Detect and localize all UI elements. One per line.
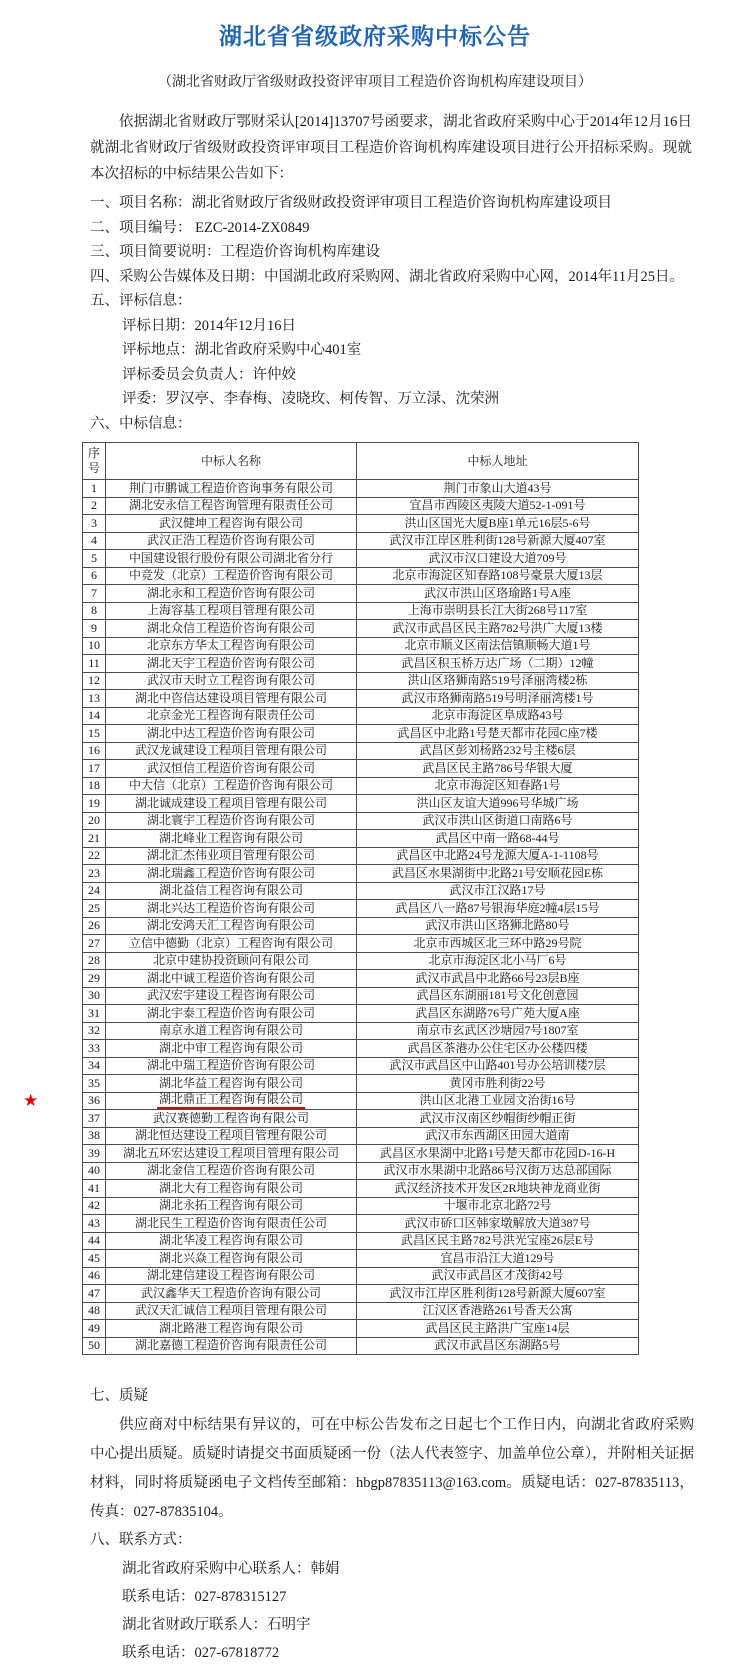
winner-address-cell: 武昌区茶港办公住宅区办公楼四楼 xyxy=(357,1040,639,1058)
winner-name-cell: 湖北安鸿天汇工程咨询有限公司 xyxy=(106,917,357,935)
list-item: 湖北省政府采购中心联系人：韩娟 xyxy=(122,1561,340,1577)
table-row xyxy=(83,760,639,778)
row-number-cell: 41 xyxy=(83,1180,106,1198)
winner-address-cell: 江汉区香港路261号香天公寓 xyxy=(357,1302,639,1320)
winner-address-cell: 武汉市洪山区珞瑜路1号A座 xyxy=(357,585,639,603)
winner-address-cell: 武昌区民主路782号洪光宝座26层E号 xyxy=(357,1232,639,1250)
winner-name-cell: 武汉赛德勤工程咨询有限公司 xyxy=(106,1110,357,1128)
winner-name-cell: 中国建设银行股份有限公司湖北省分行 xyxy=(106,550,357,568)
winner-address-cell: 武汉市武昌中北路66号23层B座 xyxy=(357,970,639,988)
table-row xyxy=(83,900,639,918)
row-number-cell: 17 xyxy=(83,760,106,778)
row-number-cell: 18 xyxy=(83,777,106,795)
header-seq-no: 序号 xyxy=(83,443,106,480)
winner-address-cell: 武汉市武昌区才茂街42号 xyxy=(357,1267,639,1285)
row-number-cell: 29 xyxy=(83,970,106,988)
winner-address-cell: 洪山区国光大厦B座1单元16层5-6号 xyxy=(357,515,639,533)
row-number-cell: 7 xyxy=(83,585,106,603)
row-number-cell: 1 xyxy=(83,480,106,498)
winner-address-cell: 南京市玄武区沙塘园7号1807室 xyxy=(357,1022,639,1040)
winner-name-cell: 湖北诚成建设工程项目管理有限公司 xyxy=(106,795,357,813)
row-number-cell: 11 xyxy=(83,655,106,673)
row-number-cell: 47 xyxy=(83,1285,106,1303)
row-number-cell: 50 xyxy=(83,1337,106,1355)
winner-name-cell: 湖北峰业工程咨询有限公司 xyxy=(106,830,357,848)
table-row xyxy=(83,1337,639,1355)
row-number-cell: 32 xyxy=(83,1022,106,1040)
row-number-cell: 4 xyxy=(83,532,106,550)
winner-address-cell: 武昌区积玉桥万达广场（二期）12幢 xyxy=(357,655,639,673)
row-number-cell: 12 xyxy=(83,672,106,690)
row-number-cell: 9 xyxy=(83,620,106,638)
numbered-item-list xyxy=(90,191,692,314)
winner-address-cell: 北京市海淀区知春路1号 xyxy=(357,777,639,795)
winner-address-cell: 武汉市洪山区街道口南路6号 xyxy=(357,812,639,830)
winner-address-cell: 武昌区民主路786号华银大厦 xyxy=(357,760,639,778)
winner-name-cell: 武汉健坤工程咨询有限公司 xyxy=(106,515,357,533)
winner-address-cell: 武汉市汉南区纱帽街纱帽正街 xyxy=(357,1110,639,1128)
winner-name-cell: 湖北路港工程咨询有限公司 xyxy=(106,1320,357,1338)
table-row xyxy=(83,847,639,865)
winner-address-cell: 黄冈市胜利街22号 xyxy=(357,1075,639,1093)
page-subtitle: （湖北省财政厅省级财政投资评审项目工程造价咨询机构库建设项目） xyxy=(158,75,592,90)
table-row xyxy=(83,602,639,620)
list-item: 评标委员会负责人：许仲姣 xyxy=(122,366,296,383)
winner-name-cell: 武汉恒信工程造价咨询有限公司 xyxy=(106,760,357,778)
table-row xyxy=(83,1127,639,1145)
winners-table xyxy=(23,442,639,1355)
row-number-cell: 31 xyxy=(83,1005,106,1023)
winner-address-cell: 武汉经济技术开发区2R地块神龙商业街 xyxy=(357,1180,639,1198)
row-number-cell: 45 xyxy=(83,1250,106,1268)
row-number-cell: 37 xyxy=(83,1110,106,1128)
row-number-cell: 6 xyxy=(83,567,106,585)
winners-table-wrap xyxy=(23,442,750,1355)
row-number-cell: 43 xyxy=(83,1215,106,1233)
table-row xyxy=(83,1302,639,1320)
table-row xyxy=(83,1022,639,1040)
winner-address-cell: 武汉市江岸区胜利街128号新源大厦607室 xyxy=(357,1285,639,1303)
row-number-cell: 19 xyxy=(83,795,106,813)
list-item: 联系电话：027-878315127 xyxy=(122,1589,287,1605)
page-title: 湖北省省级政府采购中标公告 xyxy=(219,24,531,49)
table-row xyxy=(83,970,639,988)
row-number-cell: 25 xyxy=(83,900,106,918)
winner-name-cell: 北京东方华太工程咨询有限公司 xyxy=(106,637,357,655)
table-row xyxy=(83,567,639,585)
winner-address-cell: 十堰市北京北路72号 xyxy=(357,1197,639,1215)
row-number-cell: 49 xyxy=(83,1320,106,1338)
table-row xyxy=(83,812,639,830)
winner-address-cell: 武汉市江汉路17号 xyxy=(357,882,639,900)
announcement-page xyxy=(0,18,750,1661)
row-number-cell: 35 xyxy=(83,1075,106,1093)
row-number-cell: 16 xyxy=(83,742,106,760)
winner-name-cell: 上海容基工程项目管理有限公司 xyxy=(106,602,357,620)
table-row xyxy=(83,882,639,900)
table-row xyxy=(83,1005,639,1023)
table-row xyxy=(83,637,639,655)
table-row xyxy=(83,742,639,760)
table-header-row xyxy=(83,443,639,480)
table-row xyxy=(83,707,639,725)
table-row xyxy=(83,935,639,953)
table-row xyxy=(83,1075,639,1093)
row-number-cell: 2 xyxy=(83,497,106,515)
table-row xyxy=(83,497,639,515)
winner-name-cell: 湖北中瑞工程造价咨询有限公司 xyxy=(106,1057,357,1075)
winner-name-cell: 武汉宏宇建设工程咨询有限公司 xyxy=(106,987,357,1005)
table-row xyxy=(83,1215,639,1233)
winner-address-cell: 武汉市汉口建设大道709号 xyxy=(357,550,639,568)
table-row xyxy=(83,1092,639,1110)
winner-name-cell: 湖北中达工程造价咨询有限公司 xyxy=(106,725,357,743)
row-number-cell: 42 xyxy=(83,1197,106,1215)
table-row xyxy=(83,550,639,568)
winner-address-cell: 武昌区中北路1号楚天都市花园C座7楼 xyxy=(357,725,639,743)
table-row xyxy=(83,480,639,498)
winner-name-cell: 湖北汇杰伟业项目管理有限公司 xyxy=(106,847,357,865)
header-winner-name: 中标人名称 xyxy=(106,443,357,480)
winner-name-cell: 武汉正浩工程造价咨询有限公司 xyxy=(106,532,357,550)
winner-name-cell: 湖北天宇工程造价咨询有限公司 xyxy=(106,655,357,673)
row-number-cell: 15 xyxy=(83,725,106,743)
table-row xyxy=(83,515,639,533)
winner-name-cell: 湖北中审工程咨询有限公司 xyxy=(106,1040,357,1058)
winner-address-cell: 武汉市武昌区东湖路5号 xyxy=(357,1337,639,1355)
winner-name-cell: 湖北民生工程造价咨询有限责任公司 xyxy=(106,1215,357,1233)
winner-name-cell: 武汉龙诚建设工程项目管理有限公司 xyxy=(106,742,357,760)
table-row xyxy=(83,795,639,813)
table-row xyxy=(83,1145,639,1163)
table-row xyxy=(83,1250,639,1268)
winner-name-cell: 湖北兴达工程造价咨询有限公司 xyxy=(106,900,357,918)
query-heading: 七、质疑 xyxy=(90,1388,148,1404)
table-row xyxy=(83,1285,639,1303)
row-number-cell: 23 xyxy=(83,865,106,883)
winner-address-cell: 洪山区珞狮南路519号泽丽湾楼2栋 xyxy=(357,672,639,690)
row-number-cell: 5 xyxy=(83,550,106,568)
winner-address-cell: 北京市海淀区北小马厂6号 xyxy=(357,952,639,970)
row-number-cell: 3 xyxy=(83,515,106,533)
winner-name-cell: 湖北永和工程造价咨询有限公司 xyxy=(106,585,357,603)
winner-address-cell: 武昌区水果湖街中北路21号安顺花园E栋 xyxy=(357,865,639,883)
winner-name-cell: 湖北金信工程造价咨询有限公司 xyxy=(106,1162,357,1180)
list-item: 评委：罗汉亭、李春梅、凌晓玫、柯传智、万立渌、沈荣洲 xyxy=(122,391,499,407)
winner-address-cell: 武昌区民主路洪广宝座14层 xyxy=(357,1320,639,1338)
winner-address-cell: 武汉市武昌区中山路401号办公培训楼7层 xyxy=(357,1057,639,1075)
table-row xyxy=(83,1267,639,1285)
winner-address-cell: 宜昌市西陵区夷陵大道52-1-091号 xyxy=(357,497,639,515)
row-number-cell: 34 xyxy=(83,1057,106,1075)
row-number-cell: 13 xyxy=(83,690,106,708)
winner-name-cell: 湖北众信工程造价咨询有限公司 xyxy=(106,620,357,638)
winner-address-cell: 武昌区彭刘杨路232号主楼6层 xyxy=(357,742,639,760)
table-row xyxy=(83,952,639,970)
winner-address-cell: 洪山区北港工业园文治街16号 xyxy=(357,1092,639,1110)
winner-name-cell: 湖北五环宏达建设工程项目管理有限公司 xyxy=(106,1145,357,1163)
table-row xyxy=(83,1180,639,1198)
winner-address-cell: 北京市顺义区南法信镇顺畅大道1号 xyxy=(357,637,639,655)
list-item: 评标地点：湖北省政府采购中心401室 xyxy=(122,342,362,358)
list-item: 湖北省财政厅联系人：石明宇 xyxy=(122,1617,311,1633)
row-number-cell: 38 xyxy=(83,1127,106,1145)
winner-address-cell: 武昌区东湖丽181号文化创意园 xyxy=(357,987,639,1005)
table-row xyxy=(83,987,639,1005)
list-item: 二、项目编号： EZC-2014-ZX0849 xyxy=(90,219,310,236)
winner-address-cell: 荆门市象山大道43号 xyxy=(357,480,639,498)
red-star-icon: ★ xyxy=(23,1090,39,1110)
header-winner-address: 中标人地址 xyxy=(357,443,639,480)
evaluation-detail-list xyxy=(122,314,692,412)
table-row xyxy=(83,830,639,848)
table-row xyxy=(83,1197,639,1215)
winner-name-cell: 湖北大有工程咨询有限公司 xyxy=(106,1180,357,1198)
winner-name-cell: 湖北益信工程咨询有限公司 xyxy=(106,882,357,900)
row-number-cell: 27 xyxy=(83,935,106,953)
table-row xyxy=(83,620,639,638)
winner-address-cell: 武昌区东湖路76号广苑大厦A座 xyxy=(357,1005,639,1023)
query-paragraph: 供应商对中标结果有异议的，可在中标公告发布之日起七个工作日内，向湖北省政府采购中心提出质疑。质疑时请提交书面质疑函一份（法人代表签字、加盖单位公章），并附相关证据材料，同时将质疑函电子文档传至邮箱：hbgp87835113@163.com。质疑电话：027-87835113，传真：027-87835104。 xyxy=(90,1417,694,1520)
row-number-cell: 30 xyxy=(83,987,106,1005)
winner-address-cell: 武昌区水果湖中北路1号楚天都市花园D-16-H xyxy=(357,1145,639,1163)
winner-name-cell: 中竞发（北京）工程造价咨询有限公司 xyxy=(106,567,357,585)
row-number-cell: 44 xyxy=(83,1232,106,1250)
winner-name-cell: 湖北安永信工程咨询管理有限责任公司 xyxy=(106,497,357,515)
row-number-cell: 39 xyxy=(83,1145,106,1163)
row-number-cell: 24 xyxy=(83,882,106,900)
row-number-cell: 21 xyxy=(83,830,106,848)
row-number-cell: 10 xyxy=(83,637,106,655)
table-row xyxy=(83,1110,639,1128)
winner-name-cell: 北京金光工程咨询有限责任公司 xyxy=(106,707,357,725)
winner-name-cell: 湖北兴焱工程咨询有限公司 xyxy=(106,1250,357,1268)
winner-name-cell: 湖北建信建设工程咨询有限公司 xyxy=(106,1267,357,1285)
winner-name-cell: 湖北瑞鑫工程造价咨询有限公司 xyxy=(106,865,357,883)
list-item: 四、采购公告媒体及日期：中国湖北政府采购网、湖北省政府采购中心网，2014年11月25日。 xyxy=(90,268,684,285)
row-number-cell: ★ 36 xyxy=(83,1092,106,1110)
table-row xyxy=(83,690,639,708)
contact-list xyxy=(122,1555,692,1667)
row-number-cell: 48 xyxy=(83,1302,106,1320)
winner-name-cell: 湖北宇泰工程造价咨询有限公司 xyxy=(106,1005,357,1023)
highlighted-winner-name: 湖北鼎正工程咨询有限公司 xyxy=(157,1093,305,1109)
table-row xyxy=(83,1320,639,1338)
table-row xyxy=(83,1232,639,1250)
winner-name-cell: 立信中德勤（北京）工程咨询有限公司 xyxy=(106,935,357,953)
winner-name-cell xyxy=(106,1092,357,1110)
item-six-winner-info: 六、中标信息： xyxy=(90,415,192,432)
row-number-cell: 22 xyxy=(83,847,106,865)
row-number-cell: 40 xyxy=(83,1162,106,1180)
list-item: 评标日期：2014年12月16日 xyxy=(122,317,296,334)
winner-name-cell: 湖北永拓工程咨询有限公司 xyxy=(106,1197,357,1215)
row-number-cell: 46 xyxy=(83,1267,106,1285)
winner-address-cell: 武汉市东西湖区田园大道南 xyxy=(357,1127,639,1145)
table-row xyxy=(83,725,639,743)
row-number-cell: 33 xyxy=(83,1040,106,1058)
winner-address-cell: 武汉市珞狮南路519号明泽丽湾楼1号 xyxy=(357,690,639,708)
table-row xyxy=(83,585,639,603)
list-item: 一、项目名称：湖北省财政厅省级财政投资评审项目工程造价咨询机构库建设项目 xyxy=(90,195,612,211)
winner-address-cell: 武汉市水果湖中北路86号汉街万达总部国际 xyxy=(357,1162,639,1180)
winner-name-cell: 荆门市鹏诚工程造价咨询事务有限公司 xyxy=(106,480,357,498)
winner-name-cell: 北京中建协投资顾问有限公司 xyxy=(106,952,357,970)
winner-name-cell: 湖北华益工程咨询有限公司 xyxy=(106,1075,357,1093)
row-number-cell: 8 xyxy=(83,602,106,620)
winner-name-cell: 湖北中咨信达建设项目管理有限公司 xyxy=(106,690,357,708)
winner-address-cell: 洪山区友谊大道996号华城广场 xyxy=(357,795,639,813)
winner-address-cell: 北京市海淀区阜成路43号 xyxy=(357,707,639,725)
winner-address-cell: 武汉市洪山区珞狮北路80号 xyxy=(357,917,639,935)
winner-address-cell: 武昌区中南一路68-44号 xyxy=(357,830,639,848)
winners-table-body xyxy=(23,480,639,1355)
table-row xyxy=(83,655,639,673)
winner-address-cell: 上海市崇明县长江大街268号117室 xyxy=(357,602,639,620)
winner-address-cell: 北京市西城区北三环中路29号院 xyxy=(357,935,639,953)
winner-name-cell: 湖北恒达建设工程项目管理有限公司 xyxy=(106,1127,357,1145)
winner-address-cell: 宜昌市沿江大道129号 xyxy=(357,1250,639,1268)
winner-address-cell: 武昌区中北路24号龙源大厦A-1-1108号 xyxy=(357,847,639,865)
winner-name-cell: 武汉市天时立工程咨询有限公司 xyxy=(106,672,357,690)
table-row xyxy=(83,1057,639,1075)
intro-paragraph: 依据湖北省财政厅鄂财采认[2014]13707号函要求，湖北省政府采购中心于2014年12月16日就湖北省财政厅省级财政投资评审项目工程造价咨询机构库建设项目进行公开招标采购。现就本次招标的中标结果公告如下： xyxy=(90,114,692,182)
winner-address-cell: 武汉市武昌区民主路782号洪广大厦13楼 xyxy=(357,620,639,638)
winner-name-cell: 武汉天汇诚信工程项目管理有限公司 xyxy=(106,1302,357,1320)
table-row xyxy=(83,865,639,883)
winner-address-cell: 武昌区八一路87号银海华庭2幢4层15号 xyxy=(357,900,639,918)
winner-address-cell: 武汉市硚口区韩家墩解放大道387号 xyxy=(357,1215,639,1233)
winner-name-cell: 中大信（北京）工程造价咨询有限公司 xyxy=(106,777,357,795)
table-row xyxy=(83,532,639,550)
row-number-cell: 20 xyxy=(83,812,106,830)
list-item: 五、评标信息： xyxy=(90,293,192,309)
winner-address-cell: 北京市海淀区知春路108号豪景大厦13层 xyxy=(357,567,639,585)
list-item: 三、项目简要说明：工程造价咨询机构库建设 xyxy=(90,244,380,260)
winner-name-cell: 南京永道工程咨询有限公司 xyxy=(106,1022,357,1040)
table-row xyxy=(83,1040,639,1058)
list-item: 联系电话：027-67818772 xyxy=(122,1645,280,1661)
winner-name-cell: 湖北寰宇工程造价咨询有限公司 xyxy=(106,812,357,830)
contact-heading: 八、联系方式： xyxy=(90,1532,192,1548)
table-row xyxy=(83,917,639,935)
winner-name-cell: 湖北华凌工程咨询有限公司 xyxy=(106,1232,357,1250)
table-row xyxy=(83,672,639,690)
winner-name-cell: 湖北嘉德工程造价咨询有限责任公司 xyxy=(106,1337,357,1355)
row-number-cell: 28 xyxy=(83,952,106,970)
row-number-cell: 26 xyxy=(83,917,106,935)
row-number-cell: 14 xyxy=(83,707,106,725)
table-row xyxy=(83,1162,639,1180)
winner-name-cell: 武汉鑫华天工程造价咨询有限公司 xyxy=(106,1285,357,1303)
table-row xyxy=(83,777,639,795)
winner-name-cell: 湖北中诚工程造价咨询有限公司 xyxy=(106,970,357,988)
winner-address-cell: 武汉市江岸区胜利街128号新源大厦407室 xyxy=(357,532,639,550)
